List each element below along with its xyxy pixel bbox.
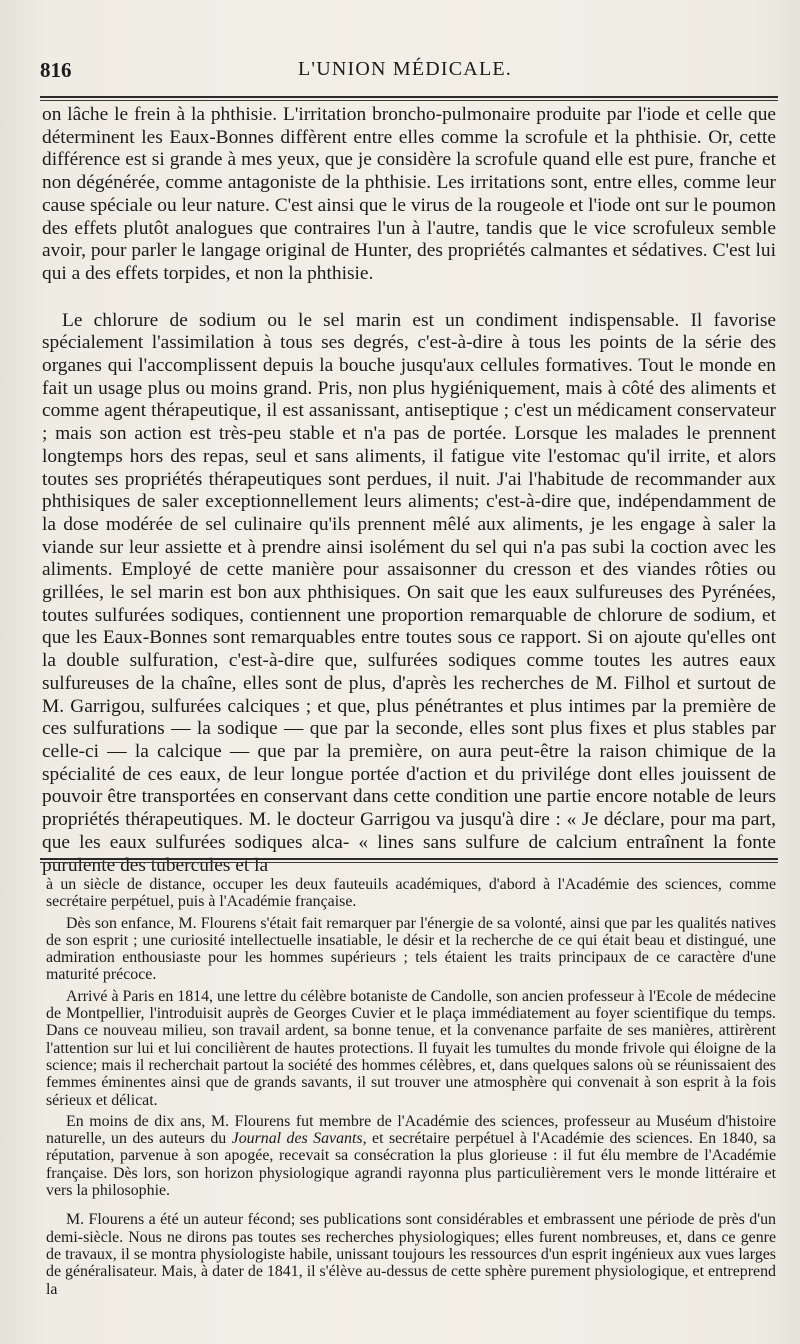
lower-paragraph-5: M. Flourens a été un auteur fécond; ses publications sont considérables et embrassent une période de près d'un demi-siècle. Nous ne dirons pas toutes ses recherches physiologiques; elles furent nombreuses, et, dans ce genre de travaux, il se montra physiologiste habile, unissant toujours les ressources d'un esprit ingénieux aux vues larges de généralisateur. Mais, à dater de 1841, il s'élève au-dessus de cette sphère purement physiologique, et entreprend la [46, 1211, 776, 1298]
header-rule [40, 96, 778, 98]
main-paragraph-1: on lâche le frein à la phthisie. L'irritation broncho-pulmonaire produite par l'iode et celle que déterminent les Eaux-Bonnes diffèrent entre elles comme la scrofule et la phthisie. Or, cette différence est si grande à mes yeux, que je considère la scrofule quand elle est pure, franche et non dégénérée, comme antagoniste de la phthisie. Les irritations sont, entre elles, comme leur cause spéciale ou leur nature. C'est ainsi que le virus de la rougeole et l'iode ont sur le poumon des effets plutôt analogues que contraires l'un à l'autre, tandis que le vice scrofuleux semble avoir, pour parler le langage original de Hunter, des propriétés calmantes et sédatives. C'est lui qui a des effets torpides, et non la phthisie. [42, 104, 776, 284]
page-number: 816 [40, 58, 72, 82]
lower-paragraph-2: Dès son enfance, M. Flourens s'était fait remarquer par l'énergie de sa volonté, ainsi que par les qualités natives de son esprit ; une curiosité intellectuelle insatiable, le désir et la recherche de ce qui était beau et distingué, une admiration enthousiaste pour les hommes supérieurs ; tels étaient les traits principaux de ce caractère d'une maturité précoce. [46, 914, 776, 984]
lower-paragraph-4-start: En moins de dix ans, M. Flourens fut membre de l'Académie des sciences, professeur au Muséum d'histoire naturelle, un des auteurs du [46, 1112, 776, 1148]
lower-paragraph-3: Arrivé à Paris en 1814, une lettre du célèbre botaniste de Candolle, son ancien professeur à l'Ecole de médecine de Montpellier, l'introduisit auprès de Georges Cuvier et le plaça immédiatement au foyer scientifique du temps. Dans ce nouveau milieu, son travail ardent, sa bonne tenue, et la convenance parfaite de ses manières, attirèrent l'attention sur lui et lui concilièrent de hautes protections. Il fuyait les tumultes du monde frivole qui éloigne de la science; mais il recherchait partout la société des hommes célèbres, et, dans quelques salons où se réunissaient des femmes éminentes ainsi que de grands savants, il sut trouver une atmosphère qui convenait à son esprit à la fois sérieux et délicat. [46, 987, 776, 1109]
running-title: L'UNION MÉDICALE. [298, 58, 512, 80]
journal-title: Journal des Savants, [231, 1130, 367, 1148]
section-separator-rule-thin [40, 862, 778, 863]
main-text-column [42, 104, 776, 877]
header-rule-thin [40, 100, 778, 101]
page-header [40, 58, 770, 88]
main-paragraph-2: Le chlorure de sodium ou le sel marin est un condiment indispensable. Il favorise spécialement l'assimilation à tous ses degrés, c'est-à-dire à tous les points de la série des organes qui l'accomplissent depuis la bouche jusqu'aux cellules formatives. Tout le monde en fait un usage plus ou moins grand. Pris, non plus hygiéniquement, mais à côté des aliments et comme agent thérapeutique, il est assanissant, antiseptique ; c'est un médicament conservateur ; mais son action est très-peu stable et n'a pas de portée. Lorsque les malades le prennent longtemps hors des repas, seul et sans aliments, il fatigue vite l'estomac qu'il irrite, et alors toutes ses propriétés thérapeutiques sont perdues, il nuit. J'ai l'habitude de recommander aux phthisiques de saler exceptionnellement leurs aliments; c'est-à-dire que, indépendamment de la dose modérée de sel culinaire qu'ils prennent mêlé aux aliments, je les engage à saler la viande sur leur assiette et à prendre ainsi isolément du sel qui n'a pas subi la coction avec les aliments. Employé de cette manière pour assaisonner du cresson et des viandes rôties ou grillées, le sel marin est bon aux phthisiques. On sait que les eaux sulfureuses des Pyrénées, toutes sulfurées sodiques, contiennent une proportion remarquable de chlorure de sodium, et que les Eaux-Bonnes sont remarquables entre toutes sous ce rapport. Si on ajoute qu'elles ont la double sulfuration, c'est-à-dire que, sulfurées sodiques comme toutes les autres eaux sulfureuses de la chaîne, elles sont de plus, d'après les recherches de M. Filhol et surtout de M. Garrigou, sulfurées calciques ; et que, plus pénétrantes et plus intimes par la première de ces sulfurations — la sodique — que par la seconde, elles sont plus fixes et plus stables par celle-ci — la calcique — que par la première, on aura peut-être la raison chimique de la spécialité de ces eaux, de leur longue portée d'action et du privilége dont elles jouissent de pouvoir être transportées en conservant dans cette condition une partie encore notable de leurs propriétés thérapeutiques. M. le docteur Garrigou va jusqu'à dire : « Je déclare, pour ma part, que les eaux sulfurées sodiques alca- « lines sans sulfure de calcium entraînent la fonte purulente des tubercules et la [42, 309, 776, 876]
lower-paragraph-4-end: et secrétaire perpétuel à l'Académie des sciences. En 1840, sa réputation, parvenue à son apogée, recevait sa consécration la plus glorieuse : il fut élu membre de l'Académie française. Dès lors, son horizon physiologique agrandi rayonna plus particulièrement vers le monde littéraire et vers la philosophie. [46, 1130, 776, 1200]
lower-text-column [46, 876, 776, 1302]
section-separator-rule [40, 858, 778, 860]
lower-paragraph-1: à un siècle de distance, occuper les deux fauteuils académiques, d'abord à l'Académie des sciences, comme secrétaire perpétuel, puis à l'Académie française. [46, 876, 776, 911]
lower-paragraph-4 [46, 1113, 776, 1199]
